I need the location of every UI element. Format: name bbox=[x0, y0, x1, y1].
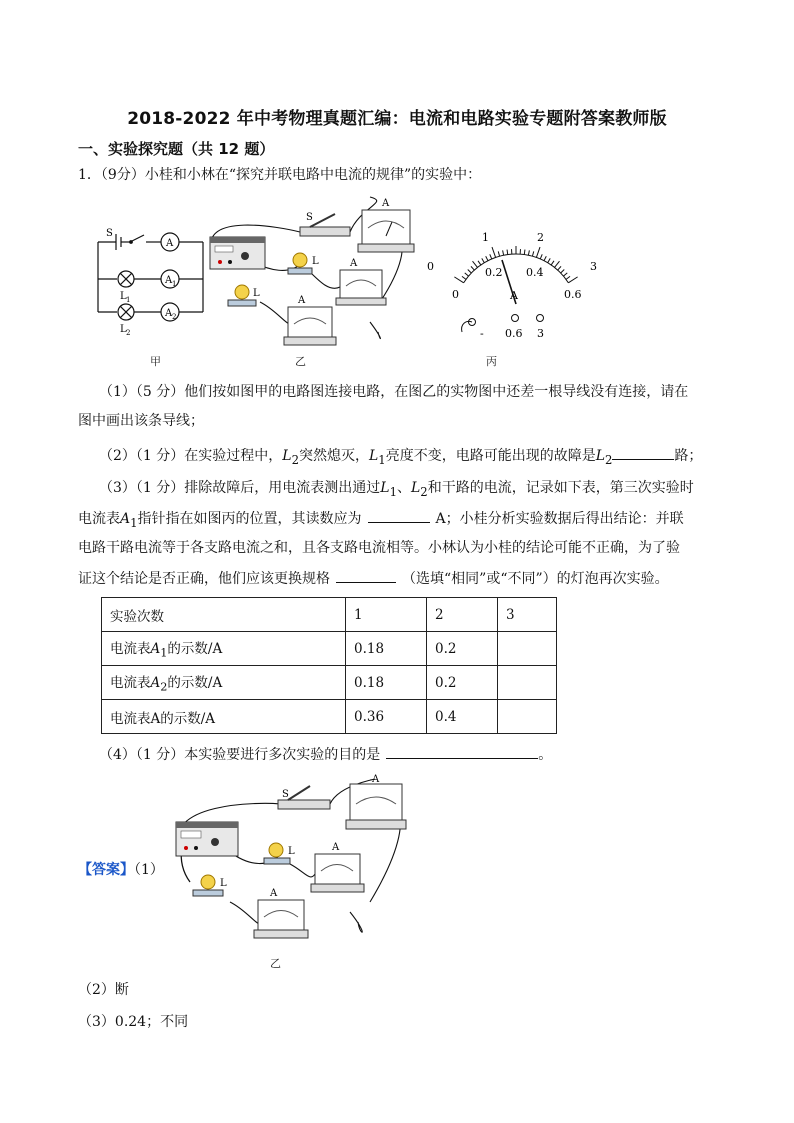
dial-tick bbox=[471, 266, 474, 270]
answer-blank-fault[interactable] bbox=[612, 445, 674, 460]
fig-yi-a2-label: A bbox=[298, 295, 306, 306]
answer-part3: （3）0.24；不同 bbox=[78, 1014, 189, 1030]
table-cell bbox=[498, 666, 557, 700]
table-cell: 0.36 bbox=[346, 700, 427, 734]
answer-blank-reading[interactable] bbox=[368, 508, 430, 523]
dial-terminal-minus: - bbox=[480, 327, 484, 340]
table-cell: 0.2 bbox=[427, 666, 498, 700]
dial-tick bbox=[544, 256, 546, 260]
dial-tick bbox=[524, 250, 525, 255]
q1-part2-a: （2）（1 分）在实验过程中， bbox=[99, 448, 283, 464]
dial-bottom-3: 0.6 bbox=[564, 288, 582, 301]
dial-tick bbox=[492, 247, 496, 257]
q1-part3-line4 bbox=[78, 568, 669, 589]
fig-jia-l2-label: L bbox=[120, 324, 127, 335]
fig-jia-a2-label: A bbox=[165, 308, 173, 319]
q1-part3-c: 和干路的电流，记录如下表，第三次实验时 bbox=[427, 480, 694, 496]
q1-part3-line1 bbox=[99, 478, 694, 502]
dial-tick bbox=[561, 270, 565, 273]
answer-fig-caption: 乙 bbox=[270, 957, 281, 970]
ans-fig-a1-label: A bbox=[332, 842, 340, 853]
table-row-label: 电流表$A_1$的示数/A bbox=[102, 632, 346, 666]
fig-yi-l1-label: L bbox=[312, 256, 319, 267]
ans-fig-a-label: A bbox=[372, 774, 380, 785]
q1-part3-d: 电流表 bbox=[78, 511, 120, 527]
ammeter-a1 bbox=[336, 270, 386, 305]
q1-part2-c: 亮度不变，电路可能出现的故障是 bbox=[385, 448, 596, 464]
table-row-label: 电流表$A_2$的示数/A bbox=[102, 666, 346, 700]
dial-tick bbox=[468, 270, 472, 273]
q1-part3-line3: 电路干路电流等于各支路电流之和，且各支路电流相等。小林认为小桂的结论可能不正确，为了验 bbox=[78, 540, 680, 556]
dial-bottom-2: 0.4 bbox=[526, 266, 544, 279]
sym-l1-sub: 1 bbox=[378, 452, 386, 467]
dial-tick bbox=[540, 254, 542, 259]
dial-top-3: 3 bbox=[590, 260, 597, 273]
answer-blank-purpose[interactable] bbox=[386, 744, 538, 759]
dial-tick bbox=[568, 277, 577, 283]
q1-part3-i: （选填“相同”或“不同”）的灯泡再次实验。 bbox=[402, 571, 669, 587]
dial-tick bbox=[473, 261, 478, 267]
q1-part4-b: 。 bbox=[538, 747, 553, 763]
fig-jia-l1-sub: 1 bbox=[126, 296, 131, 304]
dial-tick bbox=[551, 261, 554, 265]
answer-tag: 【答案】 bbox=[78, 862, 134, 878]
power-supply bbox=[210, 237, 265, 269]
figure-bing-ammeter-dial bbox=[422, 224, 607, 349]
table-header-row bbox=[102, 598, 557, 632]
sym-l2b-sub: 2 bbox=[605, 452, 613, 467]
ammeter-a bbox=[358, 210, 414, 252]
answer-part2: （2）断 bbox=[78, 982, 129, 998]
fig-jia-a1-label: A bbox=[165, 275, 173, 286]
table-header-cell: 3 bbox=[498, 598, 557, 632]
answer-part1 bbox=[78, 860, 164, 880]
dial-top-1: 1 bbox=[482, 231, 489, 244]
table-cell: 0.4 bbox=[427, 700, 498, 734]
fig-yi-a-label: A bbox=[382, 198, 390, 209]
dial-tick bbox=[462, 276, 466, 279]
dial-tick bbox=[532, 251, 533, 256]
q1-part2-b: 突然熄灭， bbox=[298, 448, 369, 464]
table-cell bbox=[498, 632, 557, 666]
dial-tick bbox=[478, 261, 481, 265]
answer-1-label: （1） bbox=[134, 862, 164, 878]
table-cell: 0.18 bbox=[346, 632, 427, 666]
bulb-l1 bbox=[288, 253, 312, 274]
dial-terminal-3: 3 bbox=[537, 327, 544, 340]
table-cell bbox=[498, 700, 557, 734]
dial-tick bbox=[454, 277, 463, 283]
q1-part3-a: （3）（1 分）排除故障后，用电流表测出通过 bbox=[99, 480, 381, 496]
dial-tick bbox=[482, 258, 485, 262]
q1-part2-d: 路； bbox=[674, 448, 703, 464]
table-row bbox=[102, 700, 557, 734]
q1-part4-a: （4）（1 分）本实验要进行多次实验的目的是 bbox=[99, 747, 381, 763]
ans-fig-s-label: S bbox=[282, 789, 289, 800]
dial-bottom-1: 0.2 bbox=[485, 266, 503, 279]
dial-tick bbox=[528, 250, 529, 255]
dial-tick bbox=[465, 273, 469, 276]
ammeter-a2 bbox=[284, 307, 336, 345]
dial-tick bbox=[507, 250, 508, 255]
q1-part1-line1: （1）（5 分）他们按如图甲的电路图连接电路，在图乙的实物图中还差一根导线没有连接，请在 bbox=[99, 384, 689, 400]
dial-top-2: 2 bbox=[537, 231, 544, 244]
table-row-label: 电流表A的示数/A bbox=[102, 700, 346, 734]
fig-bing-caption: 丙 bbox=[486, 355, 497, 368]
figure-jia-circuit-diagram bbox=[88, 222, 218, 367]
dial-top-0: 0 bbox=[427, 260, 434, 273]
table-header-cell: 1 bbox=[346, 598, 427, 632]
question-1-stem: 1．（9分）小桂和小林在“探究并联电路中电流的规律”的实验中： bbox=[78, 167, 482, 183]
table-cell: 0.2 bbox=[427, 632, 498, 666]
q1-part3-line2 bbox=[78, 508, 684, 533]
dial-tick bbox=[563, 273, 567, 276]
dial-tick bbox=[498, 251, 499, 256]
answer-blank-spec[interactable] bbox=[336, 568, 396, 583]
dial-tick bbox=[536, 247, 540, 257]
dial-tick bbox=[548, 258, 551, 262]
table-row bbox=[102, 666, 557, 700]
sym-l2-sub: 2 bbox=[291, 452, 299, 467]
ans-fig-l1-label: L bbox=[288, 846, 295, 857]
fig-jia-l2-sub: 2 bbox=[126, 329, 131, 337]
sym-l2c-sub: 2 bbox=[420, 484, 428, 499]
dial-tick bbox=[558, 266, 561, 270]
fig-yi-caption: 乙 bbox=[295, 355, 306, 368]
dial-tick bbox=[566, 276, 570, 279]
q1-part3-h: 证这个结论是否正确，他们应该更换规格 bbox=[78, 571, 330, 587]
table-header-cell: 实验次数 bbox=[102, 598, 346, 632]
q1-part3-e: 指针指在如图丙的位置，其读数应为 bbox=[137, 511, 362, 527]
sym-l2b: L bbox=[595, 448, 605, 464]
q1-part3-b: 、 bbox=[396, 480, 411, 496]
dial-terminal-06: 0.6 bbox=[505, 327, 523, 340]
table-header-cell: 2 bbox=[427, 598, 498, 632]
q1-part1-line2: 图中画出该条导线； bbox=[78, 413, 204, 429]
dial-a-label: A bbox=[510, 289, 518, 302]
answer-figure-yi bbox=[160, 772, 415, 952]
fig-jia-s-label: S bbox=[106, 228, 113, 239]
dial-tick bbox=[503, 250, 504, 255]
data-table bbox=[101, 597, 557, 734]
fig-jia-a2-sub: 2 bbox=[172, 313, 177, 321]
dial-tick bbox=[555, 261, 560, 267]
dial-bottom-0: 0 bbox=[452, 288, 459, 301]
q1-part3-f: A；小桂分析实验数据后得出结论：并联 bbox=[435, 511, 684, 527]
q1-part4 bbox=[99, 744, 552, 765]
sym-a1: A bbox=[120, 511, 131, 527]
ans-fig-a2-label: A bbox=[270, 888, 278, 899]
sym-l2c: L bbox=[410, 480, 421, 496]
fig-yi-a1-label: A bbox=[350, 258, 358, 269]
dial-tick bbox=[486, 256, 488, 260]
sym-a1-sub: 1 bbox=[130, 515, 138, 530]
fig-yi-s-label: S bbox=[306, 212, 313, 223]
table-cell: 0.18 bbox=[346, 666, 427, 700]
fig-yi-l2-label: L bbox=[253, 288, 260, 299]
bulb-l2 bbox=[228, 285, 256, 306]
fig-jia-a-label: A bbox=[166, 238, 174, 249]
ans-fig-l2-label: L bbox=[220, 878, 227, 889]
sym-l1: L bbox=[368, 448, 379, 464]
fig-jia-caption: 甲 bbox=[150, 355, 161, 368]
fig-jia-l1-label: L bbox=[120, 291, 127, 302]
sym-l1c-sub: 1 bbox=[389, 484, 397, 499]
sym-l2: L bbox=[282, 448, 292, 464]
q1-part2 bbox=[99, 445, 702, 470]
dial-tick bbox=[490, 254, 492, 259]
fig-jia-a1-sub: 1 bbox=[172, 280, 177, 288]
section-heading: 一、实验探究题（共 12 题） bbox=[78, 140, 275, 158]
table-row bbox=[102, 632, 557, 666]
figure-yi-physical-circuit bbox=[200, 192, 420, 352]
sym-l1c: L bbox=[380, 480, 390, 496]
dial-arc bbox=[464, 254, 569, 283]
page-title: 2018-2022 年中考物理真题汇编：电流和电路实验专题附答案教师版 bbox=[127, 109, 667, 129]
